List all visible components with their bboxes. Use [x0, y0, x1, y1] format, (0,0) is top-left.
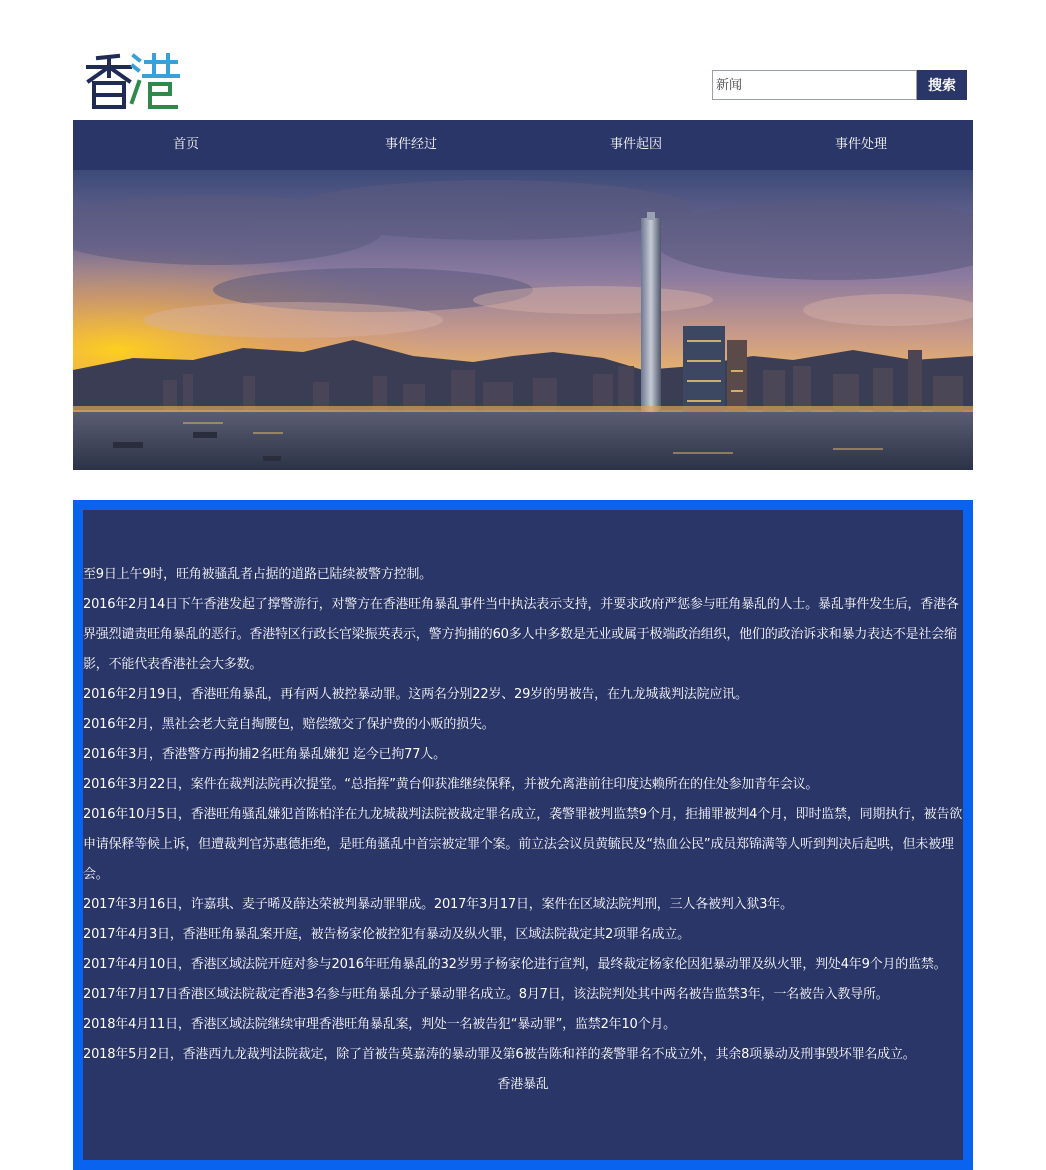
article-paragraph: 2016年2月14日下午香港发起了撑警游行，对警方在香港旺角暴乱事件当中执法表示支持，并要求政府严惩参与旺角暴乱的人士。暴乱事件发生后，香港各界强烈谴责旺角暴乱的恶行。香港特区行政长官梁振英表示，警方拘捕的60多人中多数是无业或属于极端政治组织，他们的政治诉求和暴力表达不是社会缩影，不能代表香港社会大多数。	[83, 597, 959, 672]
site-logo[interactable]	[84, 52, 180, 112]
nav-item-home[interactable]: 首页	[172, 137, 200, 152]
hero-banner-image	[73, 170, 973, 470]
article-paragraph: 2016年2月，黑社会老大竟自掏腰包，赔偿缴交了保护费的小贩的损失。	[83, 717, 495, 732]
article-caption: 香港暴乱	[497, 1077, 549, 1092]
article-paragraph: 2017年3月16日，许嘉琪、麦子晞及薛达荣被判暴动罪罪成。2017年3月17日，案件在区域法院判刑，三人各被判入狱3年。	[83, 897, 793, 912]
nav-item-event-process[interactable]: 事件经过	[384, 137, 438, 152]
search-input[interactable]	[712, 70, 917, 100]
search-bar	[712, 70, 967, 100]
nav-item-event-cause[interactable]: 事件起因	[609, 137, 663, 152]
article-paragraph: 2016年3月，香港警方再拘捕2名旺角暴乱嫌犯 迄今已拘77人。	[83, 747, 446, 762]
article-paragraph: 2017年4月10日，香港区域法院开庭对参与2016年旺角暴乱的32岁男子杨家伦进行宣判，最终裁定杨家伦因犯暴动罪及纵火罪，判处4年9个月的监禁。	[83, 957, 947, 972]
article-paragraph: 2018年5月2日，香港西九龙裁判法院裁定，除了首被告莫嘉涛的暴动罪及第6被告陈和祥的袭警罪名不成立外，其余8项暴动及刑事毁坏罪名成立。	[83, 1047, 916, 1062]
article-paragraph: 2017年7月17日香港区域法院裁定香港3名参与旺角暴乱分子暴动罪名成立。8月7日，该法院判处其中两名被告监禁3年，一名被告入教导所。	[83, 987, 889, 1002]
article-paragraph: 2016年3月22日，案件在裁判法院再次提堂。“总指挥”黄台仰获准继续保释，并被允离港前往印度达赖所在的住处参加青年会议。	[83, 777, 819, 792]
search-button[interactable]: 搜索	[917, 70, 967, 100]
article-paragraph: 2018年4月11日，香港区域法院继续审理香港旺角暴乱案，判处一名被告犯“暴动罪”，监禁2年10个月。	[83, 1017, 676, 1032]
nav-item-event-handling[interactable]: 事件处理	[834, 137, 888, 152]
article-paragraph: 2016年2月19日，香港旺角暴乱，再有两人被控暴动罪。这两名分别22岁、29岁的男被告，在九龙城裁判法院应讯。	[83, 687, 748, 702]
article-frame	[73, 500, 973, 1170]
logo-mark	[84, 52, 180, 112]
main-nav	[73, 120, 973, 170]
article-paragraph: 2016年10月5日，香港旺角骚乱嫌犯首陈柏洋在九龙城裁判法院被裁定罪名成立，袭警罪被判监禁9个月，拒捕罪被判4个月，即时监禁，同期执行，被告欲申请保释等候上诉，但遭裁判官苏惠德拒绝，是旺角骚乱中首宗被定罪个案。前立法会议员黄毓民及“热血公民”成员郑锦满等人听到判决后起哄，但未被理会。	[83, 807, 963, 882]
article-paragraph: 至9日上午9时，旺角被骚乱者占据的道路已陆续被警方控制。	[83, 567, 432, 582]
article-body	[83, 510, 963, 1160]
article-paragraph: 2017年4月3日，香港旺角暴乱案开庭，被告杨家伦被控犯有暴动及纵火罪，区域法院裁定其2项罪名成立。	[83, 927, 690, 942]
